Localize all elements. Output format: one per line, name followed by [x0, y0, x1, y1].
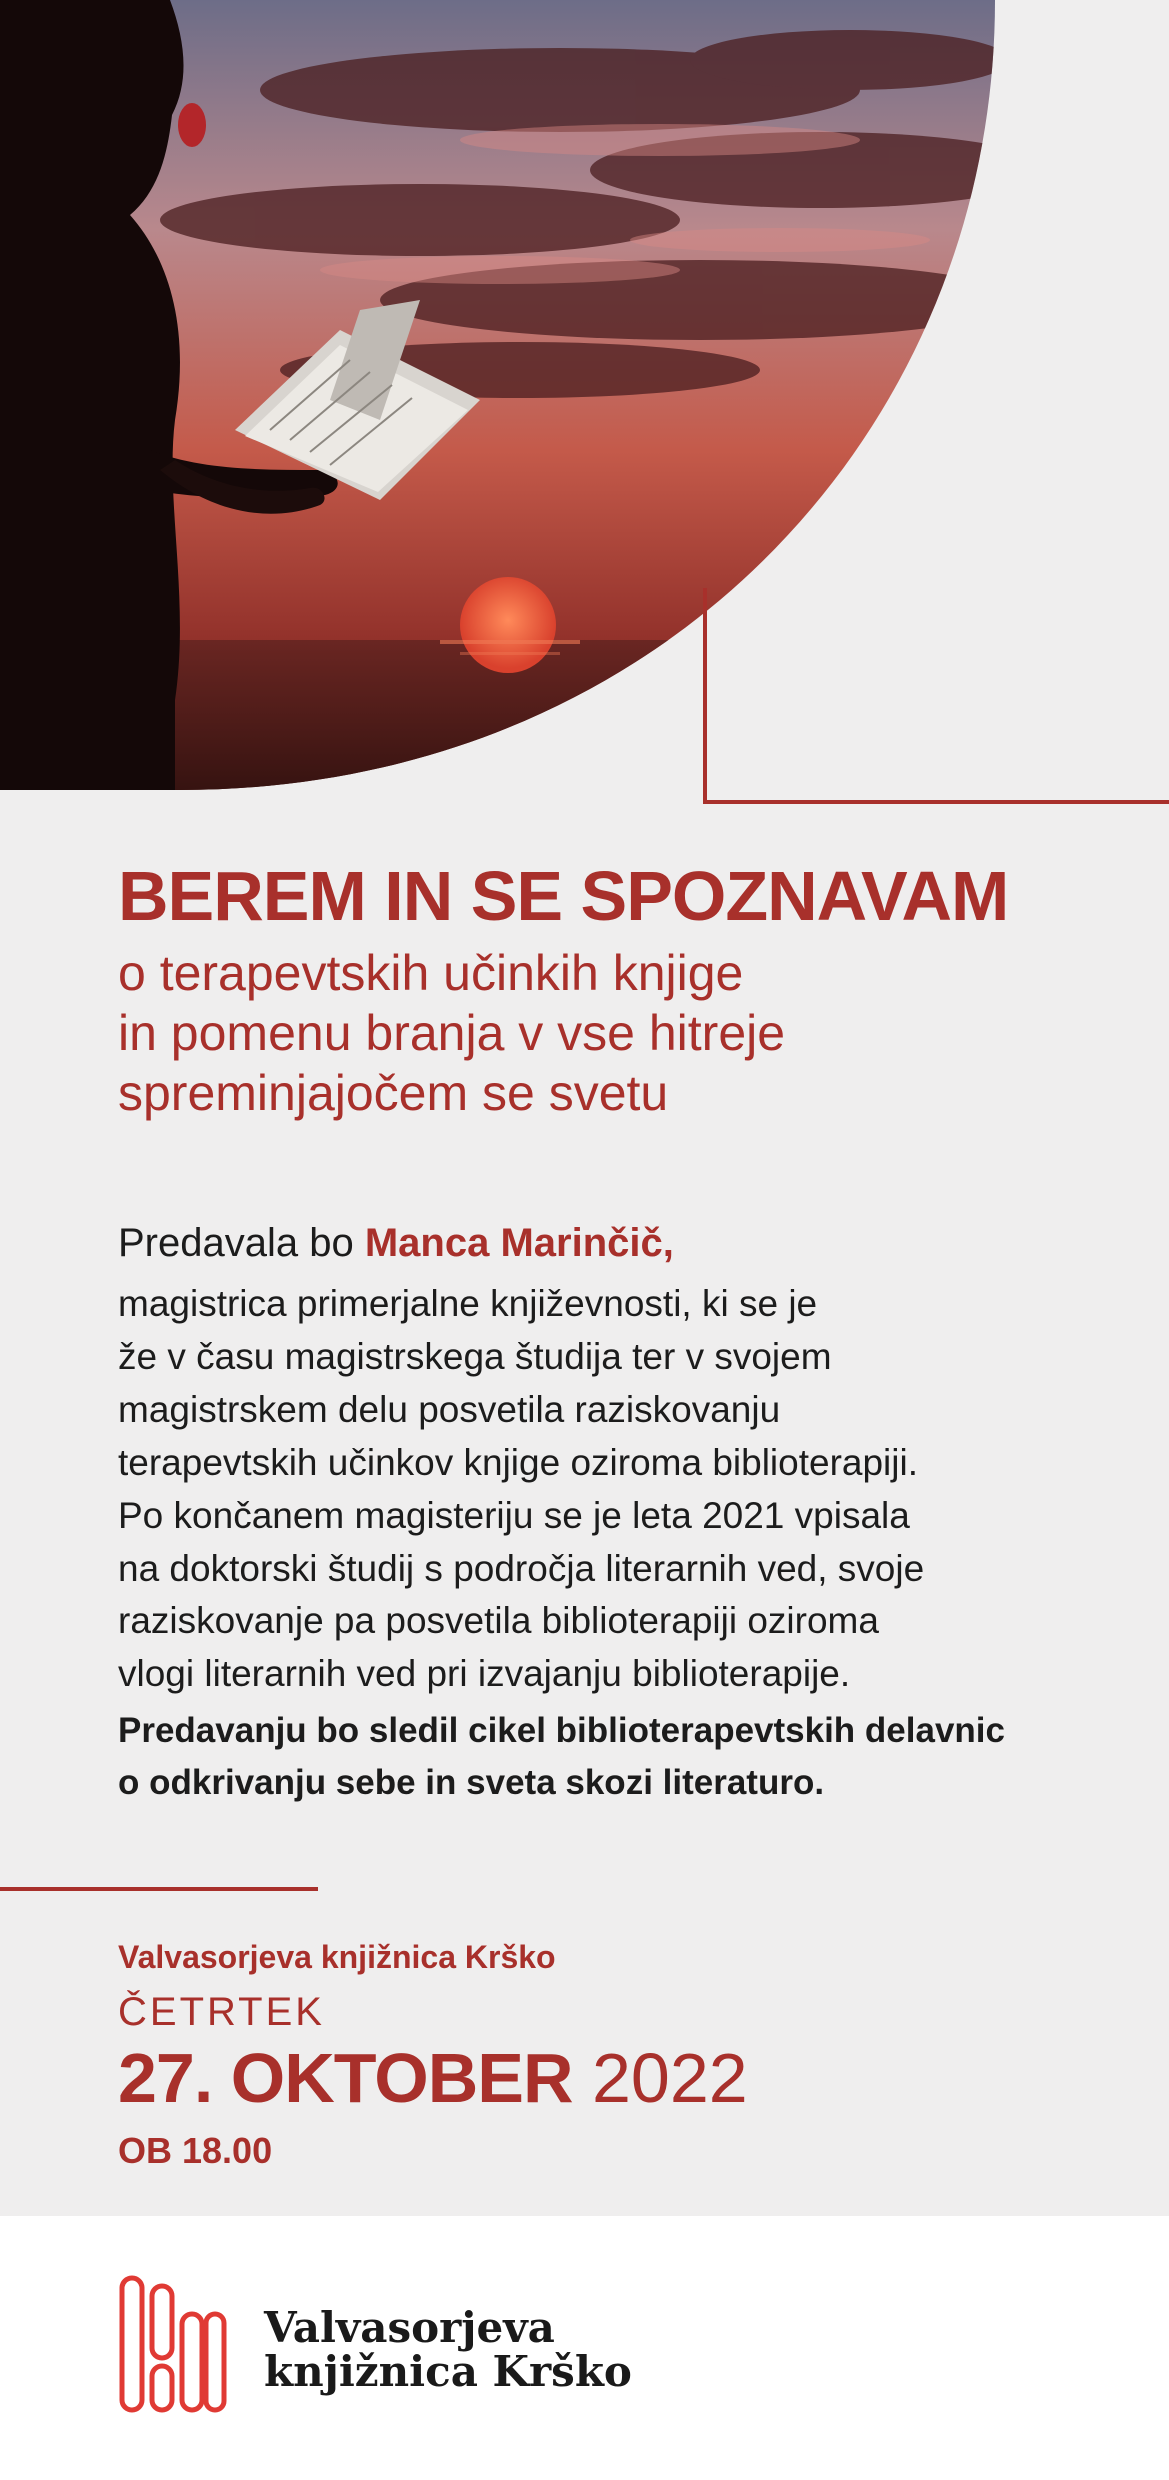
- subtitle-line: o terapevtskih učinkih knjige: [118, 945, 744, 1001]
- frame-line-horizontal: [703, 800, 1169, 804]
- event-date-line: [118, 2038, 1018, 2119]
- bio-line: na doktorski študij s področja literarnih ved, svoje: [118, 1547, 925, 1589]
- library-logo-icon: [118, 2274, 228, 2419]
- event-year: 2022: [591, 2039, 748, 2118]
- bio-line: že v času magistrskega študija ter v svojem: [118, 1335, 832, 1377]
- title-block: [118, 858, 1118, 1123]
- bio-line: magistrica primerjalne književnosti, ki se je: [118, 1283, 818, 1324]
- logo-line: Valvasorjeva: [264, 2303, 555, 2352]
- workshop-note: [118, 1705, 1118, 1809]
- event-weekday: ČETRTEK: [118, 1990, 325, 2035]
- event-title: BEREM IN SE SPOZNAVAM: [118, 857, 1009, 935]
- library-logo-text: [264, 2303, 632, 2397]
- section-divider: [0, 1887, 318, 1891]
- frame-line-vertical: [703, 588, 707, 804]
- event-details: [118, 1938, 1018, 2172]
- lecturer-bio: [118, 1278, 1118, 1701]
- subtitle-line: spreminjajočem se svetu: [118, 1065, 669, 1121]
- event-time: OB 18.00: [118, 2129, 273, 2171]
- reader-at-sunset-illustration: [0, 0, 1169, 820]
- lecturer-name: Manca Marinčič,: [364, 1221, 674, 1265]
- lecturer-intro: Predavala bo: [118, 1221, 365, 1265]
- event-date: 27. OKTOBER: [118, 2039, 573, 2118]
- lecturer-line: [118, 1218, 1118, 1268]
- event-venue: Valvasorjeva knjižnica Krško: [118, 1939, 556, 1975]
- hero-image: [0, 0, 1169, 820]
- bio-line: vlogi literarnih ved pri izvajanju biblioterapije.: [118, 1653, 851, 1695]
- workshop-note-line: Predavanju bo sledil cikel biblioterapevtskih delavnic: [118, 1711, 1005, 1751]
- logo-line: knjižnica Krško: [264, 2347, 632, 2397]
- bio-line: Po končanem magisteriju se je leta 2021 vpisala: [118, 1494, 910, 1536]
- workshop-note-line: o odkrivanju sebe in sveta skozi literaturo.: [118, 1763, 825, 1803]
- bio-line: terapevtskih učinkov knjige oziroma biblioterapiji.: [118, 1441, 918, 1483]
- subtitle-line: in pomenu branja v vse hitreje: [118, 1005, 786, 1061]
- footer: [0, 2216, 1169, 2480]
- event-subtitle: [118, 943, 1118, 1123]
- description-block: [118, 1218, 1118, 1809]
- bio-line: magistrskem delu posvetila raziskovanju: [118, 1388, 781, 1430]
- bio-line: raziskovanje pa posvetila biblioterapiji oziroma: [118, 1600, 879, 1642]
